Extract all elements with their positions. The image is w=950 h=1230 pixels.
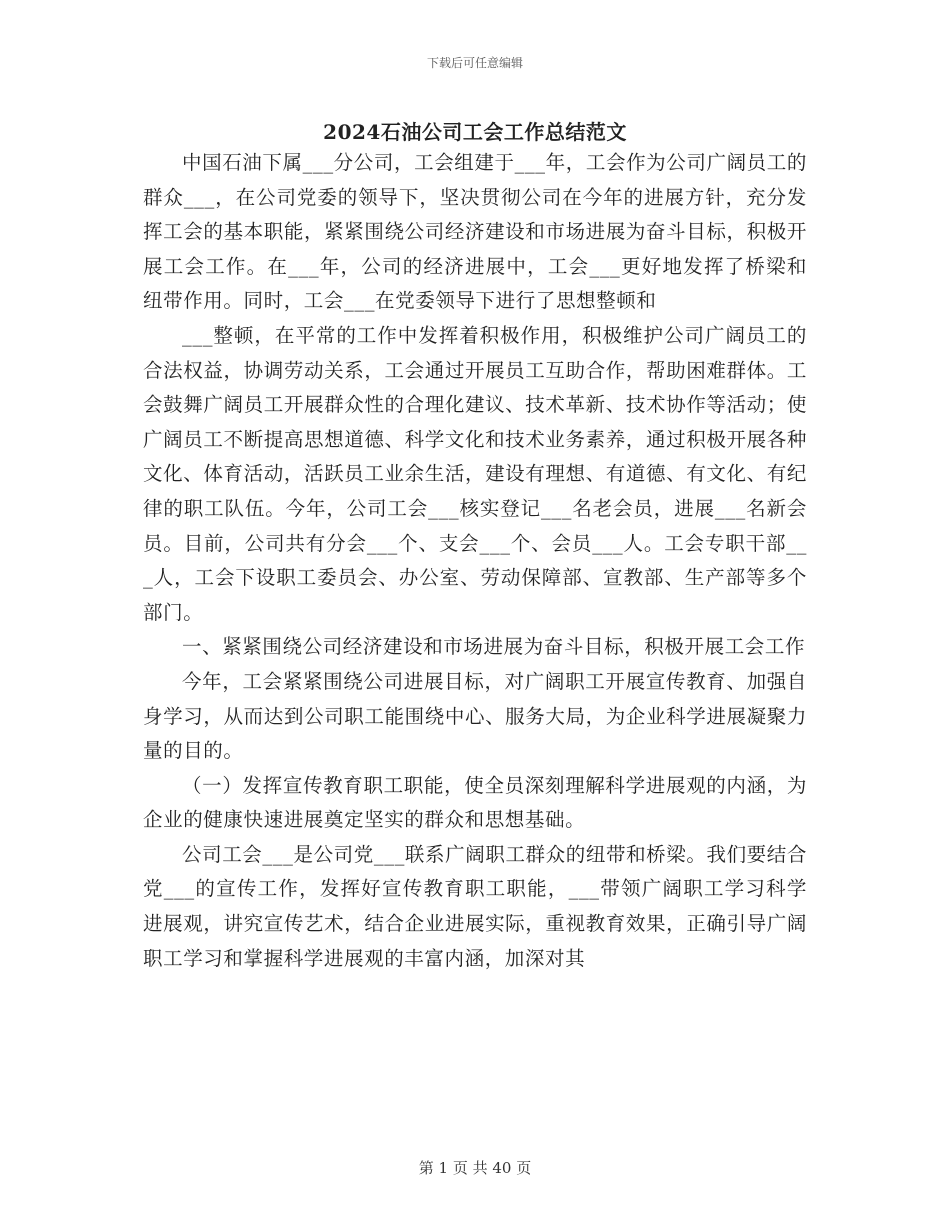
section-heading-1: 一、紧紧围绕公司经济建设和市场进展为奋斗目标，积极开展工会工作 bbox=[182, 635, 806, 659]
page-header-note: 下载后可任意编辑 bbox=[426, 56, 523, 70]
subsection-heading-1: （一）发挥宣传教育职工职能，使全员深刻理解科学进展观的内涵，为企业的健康快速进展奠定坚实的群众和思想基础。 bbox=[143, 773, 807, 832]
paragraph-intro: 中国石油下属___分公司，工会组建于___年，工会作为公司广阔员工的群众___，在公司党委的领导下，坚决贯彻公司在今年的进展方针，充分发挥工会的基本职能，紧紧围绕公司经济建设和市场进展为奋斗目标，积极开展工会工作。在___年，公司的经济进展中，工会___更好地发挥了桥梁和纽带作用。同时，工会___在党委领导下进行了思想整顿和 bbox=[143, 151, 807, 313]
paragraph-subsection-1: 公司工会___是公司党___联系广阔职工群众的纽带和桥梁。我们要结合党___的宣传工作，发挥好宣传教育职工职能，___带领广阔职工学习科学进展观，讲究宣传艺术，结合企业进展实际，重视教育效果，正确引导广阔职工学习和掌握科学进展观的丰富内涵，加深对其 bbox=[143, 842, 807, 970]
page-number-footer: 第 1 页 共 40 页 bbox=[418, 1159, 532, 1177]
paragraph-section-1-intro: 今年，工会紧紧围绕公司进展目标，对广阔职工开展宣传教育、加强自身学习，从而达到公司职工能围绕中心、服务大局，为企业科学进展凝聚力量的目的。 bbox=[143, 669, 807, 763]
document-body bbox=[143, 146, 807, 976]
paragraph-union-overview: ___整顿，在平常的工作中发挥着积极作用，积极维护公司广阔员工的合法权益，协调劳动关系，工会通过开展员工互助合作，帮助困难群体。工会鼓舞广阔员工开展群众性的合理化建议、技术革新、技术协作等活动；使广阔员工不断提高思想道德、科学文化和技术业务素养，通过积极开展各种文化、体育活动，活跃员工业余生活，建设有理想、有道德、有文化、有纪律的职工队伍。今年，公司工会___核实登记___名老会员，进展___名新会员。目前，公司共有分会___个、支会___个、会员___人。工会专职干部___人，工会下设职工委员会、办公室、劳动保障部、宣教部、生产部等多个部门。 bbox=[143, 323, 807, 624]
document-title: 2024石油公司工会工作总结范文 bbox=[323, 120, 627, 144]
